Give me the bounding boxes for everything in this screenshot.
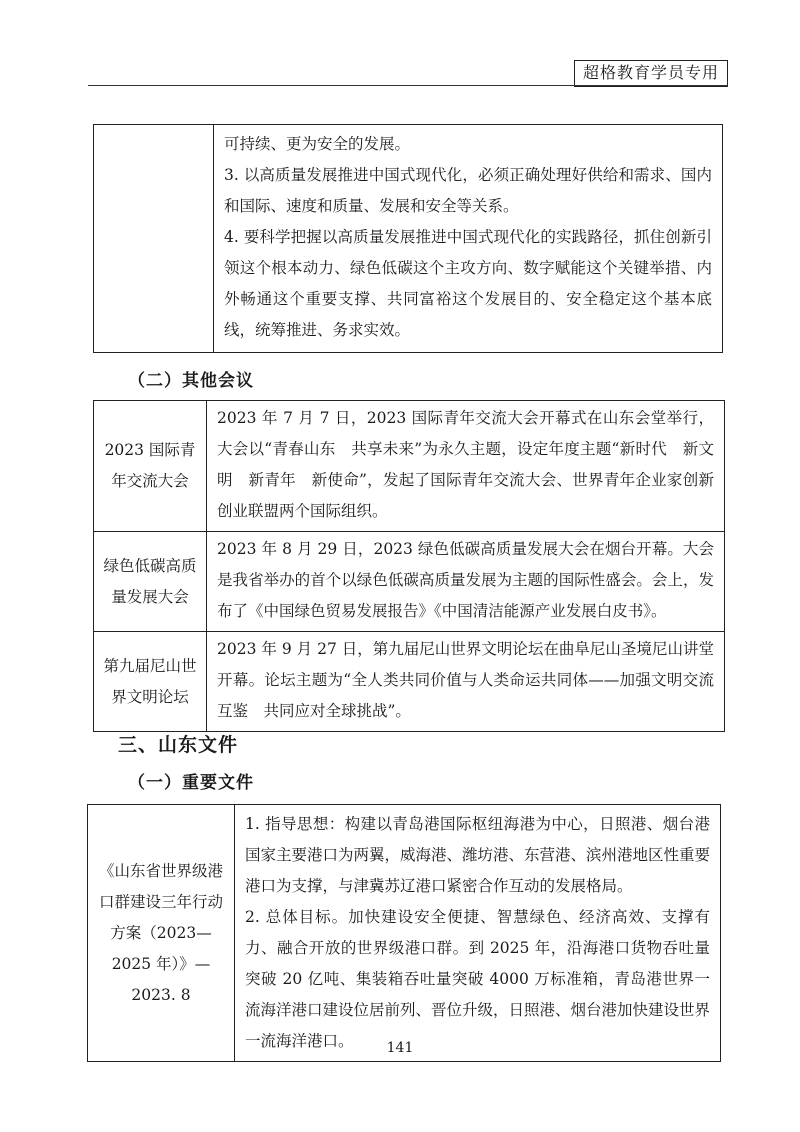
section-title-shandong-docs: 三、山东文件	[118, 734, 239, 756]
section-title-other-meetings: （二）其他会议	[128, 371, 254, 391]
section-title-important-docs: （一）重要文件	[128, 773, 254, 793]
table-row	[94, 532, 725, 632]
meeting-content: 2023 年 9 月 27 日，第九届尼山世界文明论坛在曲阜尼山圣境尼山讲堂开幕。论坛主题为“全人类共同价值与人类命运共同体——加强文明交流互鉴 共同应对全球挑战”。	[207, 632, 725, 732]
paragraph: 2. 总体目标。加快建设安全便捷、智慧绿色、经济高效、支撑有力、融合开放的世界级港口群。到 2025 年，沿海港口货物吞吐量突破 20 亿吨、集装箱吞吐量突破 4000 万标准箱，青岛港世界一流海洋港口建设位居前列、晋位升级，日照港、烟台港加快建设世界一流海洋港口。	[245, 908, 711, 1050]
empty-label-cell	[94, 125, 214, 353]
document-name: 《山东省世界级港口群建设三年行动方案（2023—2025 年）》—2023. 8	[88, 805, 235, 1062]
paragraph: 3. 以高质量发展推进中国式现代化，必须正确处理好供给和需求、国内和国际、速度和质量、发展和安全等关系。	[224, 166, 712, 215]
meeting-content: 2023 年 7 月 7 日，2023 国际青年交流大会开幕式在山东会堂举行，大会以“青春山东 共享未来”为永久主题，设定年度主题“新时代 新文明 新青年 新使命”，发起了国际青年交流大会、世界青年企业家创新创业联盟两个国际组织。	[207, 401, 725, 532]
continuation-table	[93, 124, 723, 353]
meetings-table	[93, 400, 725, 732]
meeting-name: 2023 国际青年交流大会	[94, 401, 207, 532]
meeting-name: 第九届尼山世界文明论坛	[94, 632, 207, 732]
continuation-body	[214, 125, 723, 353]
paragraph: 1. 指导思想：构建以青岛港国际枢纽海港为中心，日照港、烟台港国家主要港口为两翼，威海港、潍坊港、东营港、滨州港地区性重要港口为支撑，与津冀苏辽港口紧密合作互动的发展格局。	[245, 815, 711, 895]
header-tag: 超格教育学员专用	[574, 60, 728, 87]
paragraph: 4. 要科学把握以高质量发展推进中国式现代化的实践路径，抓住创新引领这个根本动力、绿色低碳这个主攻方向、数字赋能这个关键举措、内外畅通这个重要支撑、共同富裕这个发展目的、安全稳定这个基本底线，统筹推进、务求实效。	[224, 228, 712, 339]
page-number: 141	[386, 1040, 414, 1056]
meeting-content: 2023 年 8 月 29 日，2023 绿色低碳高质量发展大会在烟台开幕。大会是我省举办的首个以绿色低碳高质量发展为主题的国际性盛会。会上，发布了《中国绿色贸易发展报告》《中国清洁能源产业发展白皮书》。	[207, 532, 725, 632]
table-row	[94, 632, 725, 732]
table-row	[88, 805, 721, 1062]
document-content	[235, 805, 721, 1062]
documents-table	[87, 804, 721, 1062]
paragraph: 可持续、更为安全的发展。	[224, 135, 411, 153]
meeting-name: 绿色低碳高质量发展大会	[94, 532, 207, 632]
header-rule	[88, 85, 728, 86]
table-row	[94, 401, 725, 532]
